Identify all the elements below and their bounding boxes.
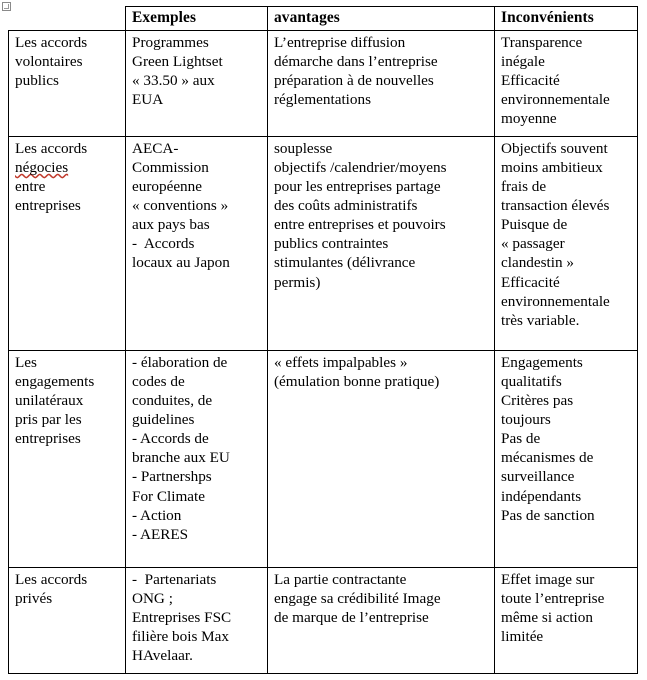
- cell-line: guidelines: [132, 411, 195, 429]
- cell-line: Les: [15, 354, 37, 371]
- cell-line: surveillance: [501, 468, 575, 486]
- cell-line: EUA: [132, 91, 164, 109]
- cell-line: L’entreprise diffusion: [274, 34, 406, 51]
- cell-line: - AERES: [132, 525, 189, 543]
- cell-line: pour les entreprises partage: [274, 178, 441, 196]
- cell-line: permis): [274, 273, 321, 291]
- cell-advantages: [268, 568, 495, 674]
- cell-line: frais de: [501, 178, 547, 196]
- cell-line: objectifs /calendrier/moyens: [274, 159, 447, 177]
- cell-line: - Accords de: [132, 430, 209, 448]
- misspelled-word: négocies: [15, 159, 69, 177]
- cell-line: des coûts administratifs: [274, 197, 418, 215]
- cell-line: Efficacité: [501, 273, 560, 291]
- cell-line: moins ambitieux: [501, 159, 603, 177]
- cell-line: locaux au Japon: [132, 254, 230, 272]
- cell-line: très variable.: [501, 311, 580, 329]
- cell-line: entre entreprises et pouvoirs: [274, 216, 446, 234]
- cell-line: environnementale: [501, 292, 610, 310]
- cell-line: limitée: [501, 628, 544, 646]
- cell-line: Pas de sanction: [501, 506, 595, 524]
- cell-line: même si action: [501, 609, 593, 627]
- cell-line: - Partnershps: [132, 468, 212, 486]
- cell-line: Critères pas: [501, 392, 574, 410]
- cell-line: - Partenariats: [132, 571, 217, 588]
- cell-line: inégale: [501, 53, 545, 71]
- cell-line: Les accords: [15, 571, 88, 588]
- cell-drawbacks: [495, 137, 638, 351]
- cell-line: souplesse: [274, 140, 333, 157]
- cell-line: (émulation bonne pratique): [274, 373, 440, 391]
- cell-category: [9, 568, 126, 674]
- cell-advantages: [268, 31, 495, 137]
- cell-category: [9, 137, 126, 351]
- cell-drawbacks: [495, 568, 638, 674]
- cell-line: réglementations: [274, 91, 371, 109]
- cell-line: transaction élevés: [501, 197, 610, 215]
- cell-line: conduites, de: [132, 392, 213, 410]
- cell-line: publics contraintes: [274, 235, 389, 253]
- cell-line: environnementale: [501, 91, 610, 109]
- table-row: [9, 568, 638, 674]
- cell-line: européenne: [132, 178, 202, 196]
- cell-line: Green Lightset: [132, 53, 223, 71]
- cell-line: « conventions »: [132, 197, 229, 215]
- cell-line: aux pays bas: [132, 216, 210, 234]
- cell-line: Objectifs souvent: [501, 140, 608, 157]
- cell-line: - Accords: [132, 235, 195, 253]
- cell-examples: [126, 137, 268, 351]
- cell-line: unilatéraux: [15, 392, 84, 410]
- cell-line: Transparence: [501, 34, 583, 51]
- header-cell-corner: [9, 7, 126, 31]
- cell-line: engage sa crédibilité Image: [274, 590, 441, 608]
- cell-line: mécanismes de: [501, 449, 594, 467]
- cell-line: toujours: [501, 411, 551, 429]
- comparison-table: [8, 6, 638, 674]
- cell-line: Entreprises FSC: [132, 609, 232, 627]
- cell-line: toute l’entreprise: [501, 590, 605, 608]
- table-row: [9, 137, 638, 351]
- header-cell-avantages: avantages: [268, 7, 495, 31]
- header-cell-exemples: Exemples: [126, 7, 268, 31]
- cell-line: entreprises: [15, 430, 81, 448]
- cell-line: « passager: [501, 235, 565, 253]
- table-row: [9, 351, 638, 568]
- cell-line: entreprises: [15, 197, 81, 215]
- cell-line: Efficacité: [501, 72, 560, 90]
- table-container: [8, 6, 637, 674]
- table-body: [9, 31, 638, 674]
- cell-line: Programmes: [132, 34, 209, 51]
- cell-examples: [126, 351, 268, 568]
- cell-category: [9, 351, 126, 568]
- cell-line: [15, 158, 120, 177]
- cell-line: Effet image sur: [501, 571, 595, 588]
- cell-line: codes de: [132, 373, 185, 391]
- header-cell-inconvenients: Inconvénients: [495, 7, 638, 31]
- cell-line: engagements: [15, 373, 95, 391]
- cell-advantages: [268, 351, 495, 568]
- cell-line: pris par les: [15, 411, 82, 429]
- table-header-row: [9, 7, 638, 31]
- cell-line: qualitatifs: [501, 373, 562, 391]
- cell-line: Les accords: [15, 140, 88, 157]
- cell-line: indépendants: [501, 487, 582, 505]
- cell-line: clandestin »: [501, 254, 574, 272]
- cell-line: For Climate: [132, 487, 205, 505]
- cell-line: Engagements: [501, 354, 583, 371]
- cell-line: de marque de l’entreprise: [274, 609, 429, 627]
- cell-line: volontaires: [15, 53, 83, 71]
- cell-advantages: [268, 137, 495, 351]
- cell-line: filière bois Max: [132, 628, 230, 646]
- cell-examples: [126, 568, 268, 674]
- cell-line: préparation à de nouvelles: [274, 72, 434, 90]
- cell-line: démarche dans l’entreprise: [274, 53, 438, 71]
- cell-line: - élaboration de: [132, 354, 228, 371]
- cell-drawbacks: [495, 351, 638, 568]
- cell-line: La partie contractante: [274, 571, 407, 588]
- cell-line: Pas de: [501, 430, 541, 448]
- cell-line: - Action: [132, 506, 182, 524]
- cell-line: publics: [15, 72, 59, 90]
- cell-line: moyenne: [501, 110, 557, 128]
- cell-line: AECA-: [132, 140, 179, 157]
- cell-line: Les accords: [15, 34, 88, 51]
- cell-examples: [126, 31, 268, 137]
- cell-drawbacks: [495, 31, 638, 137]
- cell-line: privés: [15, 590, 53, 608]
- table-row: [9, 31, 638, 137]
- cell-line: « 33.50 » aux: [132, 72, 215, 90]
- cell-line: Puisque de: [501, 216, 568, 234]
- cell-line: stimulantes (délivrance: [274, 254, 416, 272]
- cell-line: HAvelaar.: [132, 647, 193, 665]
- cell-line: « effets impalpables »: [274, 354, 408, 371]
- cell-line: Commission: [132, 159, 209, 177]
- cell-category: [9, 31, 126, 137]
- cell-line: branche aux EU: [132, 449, 230, 467]
- cell-line: ONG ;: [132, 590, 173, 608]
- cell-line: entre: [15, 178, 46, 196]
